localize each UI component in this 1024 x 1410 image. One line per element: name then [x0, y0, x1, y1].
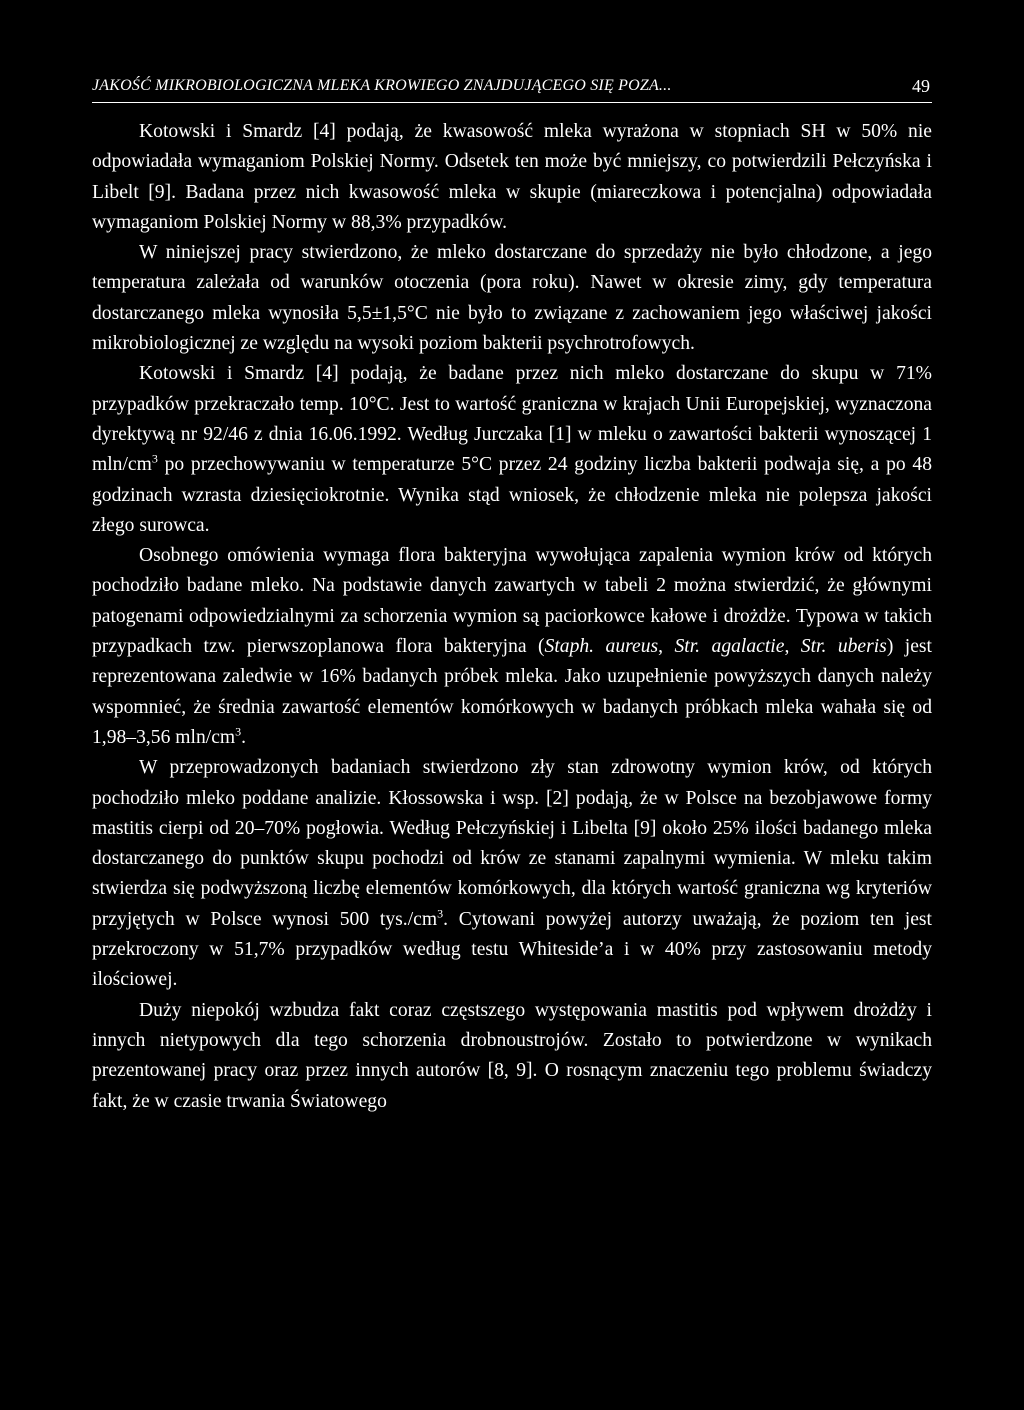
- superscript: 3: [235, 724, 242, 739]
- paragraph-text: .: [241, 726, 247, 748]
- paragraph-acidity: [92, 117, 932, 238]
- paragraph-text: Kotowski i Smardz [4] podają, że badane przez nich mleko dostarczane do skupu w 71% przypadków przekraczało temp. 10°C. Jest to wartość graniczna w krajach Unii Europejskiej, wyznaczona dyrektywą nr 92/46 z dnia 16.06.1992. Według Jurczaka [1] w mleku o zawartości bakterii wynoszącej 1 mln/cm: [92, 363, 932, 476]
- paragraph-text: po przechowywaniu w temperaturze 5°C przez 24 godziny liczba bakterii podwaja się, a po 48 godzinach wzrasta dziesięciokrotnie. Wynika stąd wniosek, że chłodzenie mleka nie polepsza jakości złego surowca.: [92, 454, 932, 536]
- superscript: 3: [151, 451, 158, 466]
- paragraph-cooling: [92, 238, 932, 359]
- paragraph-text: W niniejszej pracy stwierdzono, że mleko dostarczane do sprzedaży nie było chłodzone, a jego temperatura zależała od warunków otoczenia (pora roku). Nawet w okresie zimy, gdy temperatura dostarczanego mleka wynosiła 5,5±1,5°C nie było to związane z zachowaniem jego właściwej jakości mikrobiologicznej ze względu na wysoki poziom bakterii psychrotrofowych.: [92, 242, 932, 355]
- species-name: Str. uberis: [800, 636, 887, 658]
- paragraph-yeast-mastitis: [92, 996, 932, 1117]
- paragraph-bacterial-flora: [92, 541, 932, 753]
- paragraph-text: Duży niepokój wzbudza fakt coraz częstszego występowania mastitis pod wpływem drożdży i innych nietypowych dla tego schorzenia drobnoustrojów. Zostało to potwierdzone w wynikach prezentowanej pracy oraz przez innych autorów [8, 9]. O rosnącym znaczeniu tego problemu świadczy fakt, że w czasie trwania Światowego: [92, 999, 932, 1112]
- species-name: Str. agalactie: [674, 636, 785, 658]
- paragraph-text: Osobnego omówienia wymaga flora bakteryjna wywołująca zapalenia wymion krów od których pochodziło badane mleko. Na podstawie danych zawartych w tabeli 2 można stwierdzić, że głównymi patogenami odpowiedzialnymi za schorzenia wymion są paciorkowce kałowe i drożdże. Typowa w takich przypadkach tzw. pierwszoplanowa flora bakteryjna (: [92, 545, 932, 658]
- superscript: 3: [437, 906, 444, 921]
- paragraph-text: Kotowski i Smardz [4] podają, że kwasowość mleka wyrażona w stopniach SH w 50% nie odpowiadała wymaganiom Polskiej Normy. Odsetek ten może być mniejszy, co potwierdzili Pełczyńska i Libelt [9]. Badana przez nich kwasowość mleka w skupie (miareczkowa i potencjalna) odpowiadała wymaganiom Polskiej Normy w 88,3% przypadków.: [92, 121, 932, 233]
- paragraph-text: W przeprowadzonych badaniach stwierdzono zły stan zdrowotny wymion krów, od których pochodziło mleko poddane analizie. Kłossowska i wsp. [2] podają, że w Polsce na bezobjawowe formy mastitis cierpi od 20–70% pogłowia. Według Pełczyńskiej i Libelta [9] około 25% ilości badanego mleka dostarczanego do punktów skupu pochodzi od krów ze stanami zapalnymi wymienia. W mleku takim stwierdza się podwyższoną liczbę elementów komórkowych, dla których wartość graniczna wg kryteriów przyjętych w Polsce wynosi 500 tys./cm: [92, 757, 932, 930]
- species-name: Staph. aureus: [544, 636, 659, 658]
- paragraph-temperature: [92, 359, 932, 541]
- separator: ,: [658, 636, 675, 658]
- running-header: [92, 76, 932, 103]
- separator: ,: [784, 636, 801, 658]
- paragraph-text: . Cytowani powyżej autorzy uważają, że poziom ten jest przekroczony w 51,7% przypadków według testu Whiteside’a i w 40% przy zastosowaniu metody ilościowej.: [92, 908, 932, 991]
- page-number: 49: [912, 76, 930, 96]
- paragraph-udder-health: [92, 753, 932, 995]
- running-header-title: JAKOŚĆ MIKROBIOLOGICZNA MLEKA KROWIEGO ZNAJDUJĄCEGO SIĘ POZA...: [92, 77, 672, 94]
- paragraph-text: ) jest reprezentowana zaledwie w 16% badanych próbek mleka. Jako uzupełnienie powyższych danych należy wspomnieć, że średnia zawartość elementów komórkowych w badanych próbkach mleka wahała się od 1,98–3,56 mln/cm: [92, 636, 932, 748]
- body-text: [92, 117, 932, 1117]
